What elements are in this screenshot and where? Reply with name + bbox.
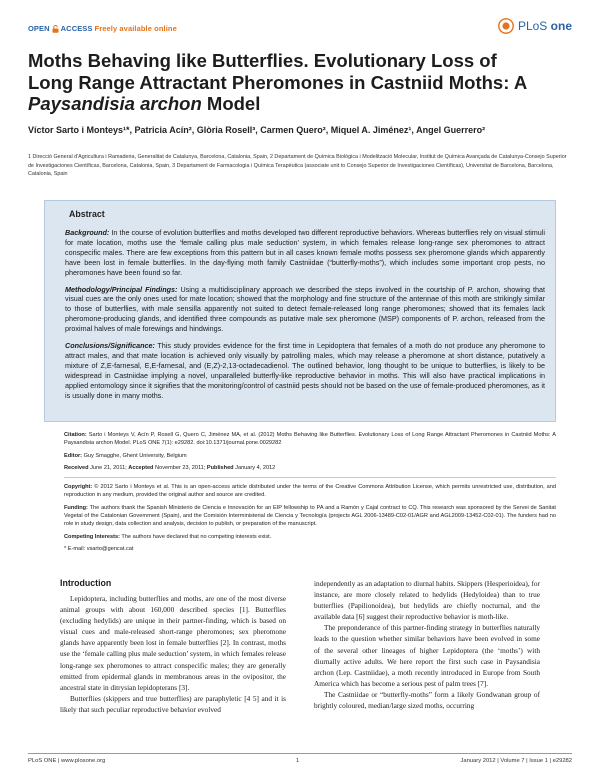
page-number: 1 [296,758,300,764]
paragraph: independently as an adaptation to diurnal habits. Skippers (Hesperioidea), for instance, are more closely related to hedylids (Hedyloidea) than to true butterflies (Papilionoidea), but hedylids are chiefly nocturnal, and the available data [6] suggest their reproductive behavior is moth-like. [314,579,540,622]
journal-header [28,18,572,46]
citation: Citation: Sarto i Monteys V, Acín P, Rosell G, Quero C, Jiménez MA, et al. (2012) Moths Behaving like Butterflies. Evolutionary Loss of Long Range Attractant Pheromones in Castniid Moths: A Paysandisia archon Model. PLoS ONE 7(1): e29282. doi:10.1371/journal.pone.0029282 [64,432,556,447]
open-access-banner [28,24,177,33]
footer-issue: January 2012 | Volume 7 | Issue 1 | e29282 [460,758,572,764]
affiliations: 1 Direcció General d'Agricultura i Ramaderia, Generalitat de Catalunya, Barcelona, Catalonia, Spain, 2 Departament de Química Biològica i Modelització Molecular, Institut de Química Avançada de Catalunya-Consejo Superior de Investigaciones Científicas, Barcelona, Catalonia, Spain, 3 Departament de Farmacologia i Química Terapèutica (associate unit to Consejo Superior de Investigaciones Científicas), Universitat de Barcelona, Barcelona, Catalonia, Spain [28,154,567,178]
divider [64,477,556,478]
author-list: Víctor Sarto i Monteys¹*, Patricia Acín², Glòria Rosell³, Carmen Quero², Miquel A. Jiménez¹, Angel Guerrero² [28,125,486,135]
freely-available-label: Freely available online [94,24,177,33]
introduction-heading: Introduction [60,578,112,588]
abstract-methods: Methodology/Principal Findings: Using a multidisciplinary approach we described the steps involved in the courtship of P. archon, showing that visual cues are the only ones used for mate location; showed that the morphology and fine structure of the antennae of this moth are strikingly similar to those of butterflies, with male sensilla apparently not suited to detect female-released long range pheromones; showed that its females lack pheromone-producing glands, and identified three compounds as putative male sex pheromone (MSP) components of P. archon, released from the proximal halves of male forewings and hindwings. [65,284,545,334]
paragraph: Butterflies (skippers and true butterflies) are paraphyletic [4 5] and it is likely that such peculiar reproductive behavior evolved [60,693,286,714]
paragraph: Lepidoptera, including butterflies and moths, are one of the most diverse animal groups with about 160,000 described species [1]. Butterflies (excluding hedylids) are unique in their partner-finding, which is based on visual cues and male-released short-range pheromones; sex pheromone glands have apparently been lost in female butterflies [2]. In contrast, moths use the ‘female calling plus male seduction’ system, in which females release long-range sex pheromones to attract conspecific males; they are generally emitted from epidermal glands in membranous areas in the ovipositor, the ancestral state in ditrysian lepidopterans [3]. [60,594,286,692]
journal-logo [498,18,572,34]
paragraph: The Castniidae or “butterfly-moths” form a likely Gondwanan group of brightly coloured, median/large sized moths, occurring [314,689,540,711]
body-column-left [60,593,286,715]
footer-journal: PLoS ONE | www.plosone.org [28,758,106,764]
abstract-heading: Abstract [69,209,105,219]
abstract-background: Background: In the course of evolution butterflies and moths developed two different reproductive behaviors. Whereas butterflies rely on visual stimuli for mate location, moths use the ‘female calling plus male seduction’ system, in which females release long-range sex pheromones to attract conspecific males. There are few exceptions from this pattern but in all cases known female moths possess sex pheromone glands which apparently have been lost in female butterflies. In the day-flying moth family Castniidae (“butterfly-moths”), which includes some important crop pests, no pheromones have been found so far. [65,228,545,277]
open-label: OPEN [28,24,50,33]
body-column-right [314,578,540,711]
corresponding-email: * E-mail: vsarto@gencat.cat [64,546,134,553]
paragraph: The preponderance of this partner-finding strategy in butterflies naturally leads to the question whether similar behaviors have been evolved in some of the several other lineages of higher Lepidoptera (the ‘moths’) with diurnally active adults. We here report the first such case in Paysandisia archon (Lep. Castniidae), a moth recently introduced in Europe from South America which has become a serious pest of palm trees [7]. [314,623,540,688]
plos-logo-icon [498,18,514,34]
journal-logo-text: PLoS one [517,19,572,33]
copyright: Copyright: © 2012 Sarto i Monteys et al. This is an open-access article distributed under the terms of the Creative Commons Attribution License, which permits unrestricted use, distribution, and reproduction in any medium, provided the original author and source are credited. [64,483,556,499]
open-access-lock-icon [52,25,59,33]
title-species: Paysandisia archon [28,93,202,114]
dates: Received June 21, 2011; Accepted November 23, 2011; Published January 4, 2012 [64,465,276,472]
access-label: ACCESS [60,24,93,33]
footer-divider [28,753,572,754]
abstract-box [44,200,556,422]
abstract-conclusions: Conclusions/Significance: This study provides evidence for the first time in Lepidoptera that females of a moth do not produce any pheromone to attract males, and that mate location is achieved only visually by patrolling males, which may release a pheromone at short distance, putatively a mixture of Z,E-farnesal, E,E-farnesal, and (E,Z)-2,13-octadecadienol. The outlined behavior, long thought to be unique to butterflies, is likely to be widespread in Castniidae implying a novel, unparalleled butterfly-like reproductive behavior in moths. This will also have practical implications in applied entomology since it signifies that the monitoring/control of castniid pests should not be based on the use of female-produced pheromones, as it is usually done in many moths. [65,341,545,400]
article-title: Moths Behaving like Butterflies. Evolutionary Loss of Long Range Attractant Pheromones in Castniid Moths: A Paysandisia archon Model [28,50,528,114]
funding: Funding: The authors thank the Spanish Ministerio de Ciencia e Innovación for an EIP fellowship to PA and a Ramón y Cajal contract to CQ. This research was sponsored by the Servei de Sanitat Vegetal of the Catalonian Government (Spain), and the Comisión Interministerial de Ciencia y Tecnología (projects AGL 2006-13489-C02-01/AGR and AGL2009-13452-C02-01). The funders had no role in study design, data collection and analysis, decision to publish, or preparation of the manuscript. [64,504,556,528]
editor: Editor: Guy Smagghe, Ghent University, Belgium [64,452,187,459]
article-metadata [64,431,556,558]
competing-interests: Competing Interests: The authors have declared that no competing interests exist. [64,533,272,540]
